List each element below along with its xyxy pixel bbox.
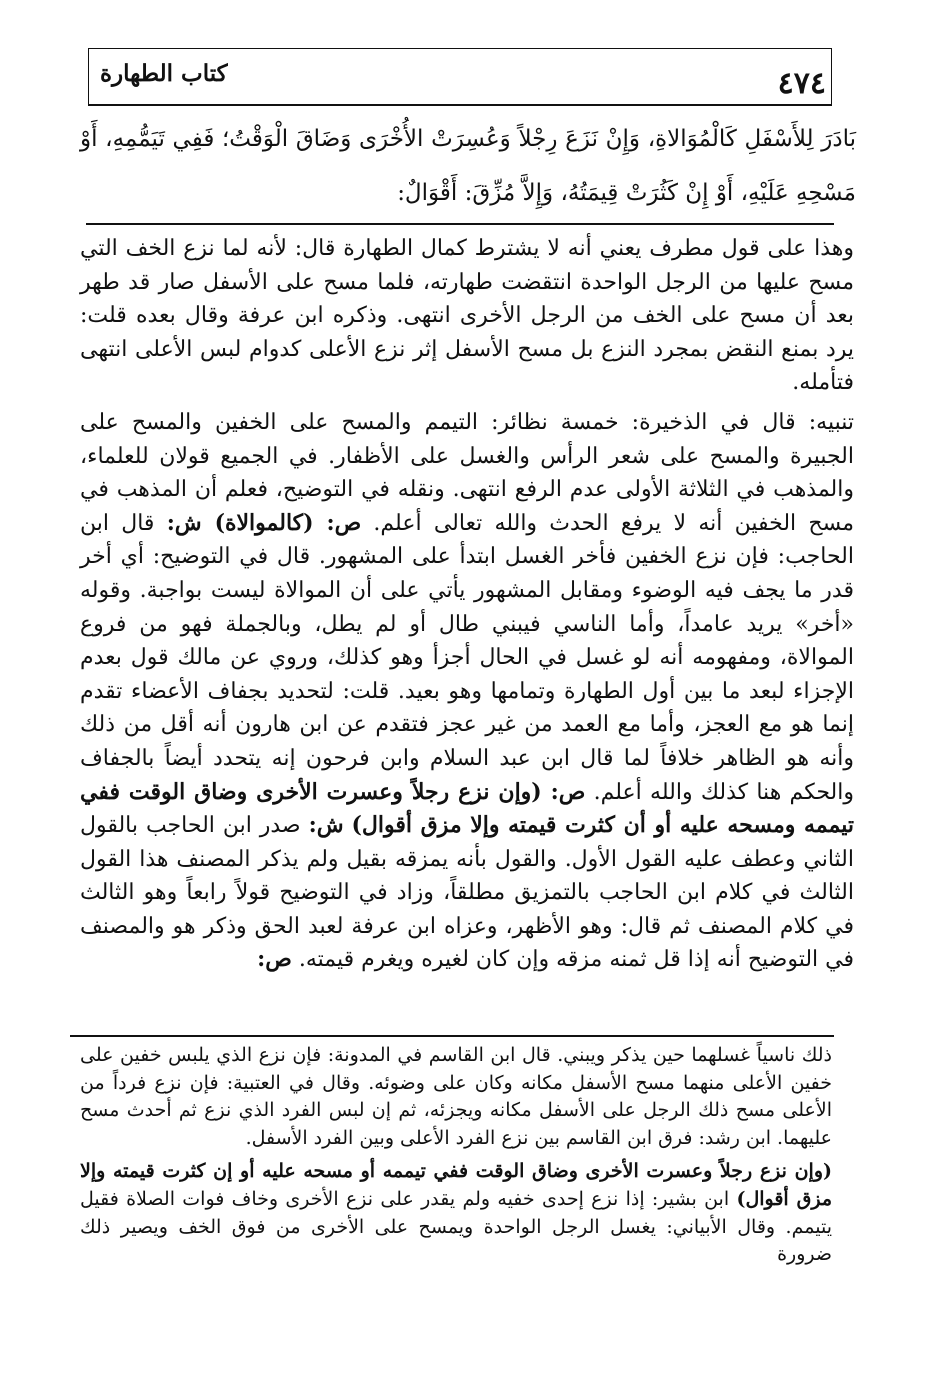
footnote-divider [70,1035,834,1037]
book-title: كتاب الطهارة [100,60,228,87]
footnote-text: ابن بشير: إذا نزع إحدى خفيه ولم يقدر على نزع الأخرى وخاف فوات الصلاة فقيل يتيمم. وقال الأبياني: يغسل الرجل الواحدة ويمسح على الأخرى من فوق الخف ويصير ذلك ضرورة [80,1187,832,1266]
quote-marker: ص: (كالموالاة) ش: [166,509,362,536]
page-number: ٤٧٤ [777,66,826,101]
commentary-paragraph-2 [80,406,854,977]
commentary-text: تنبيه: قال في الذخيرة: خمسة نظائر: التيمم والمسح على الخفين والمسح على الجبيرة والمسح على شعر الرأس والغسل على الأظفار. في الجميع قولان للعلماء، والمذهب في الثلاثة الأولى عدم الرفع انتهى. ونقله في التوضيح، فعلم أن المذهب في مسح الخفين أنه لا يرفع الحدث والله تعالى أعلم. [80,409,854,536]
footnote-quoted-matn: (وإن نزع رجلاً وعسرت الأخرى وضاق الوقت ففي تيممه أو مسحه عليه أو إن كثرت قيمته وإلا مزق أقوال) [80,1160,832,1210]
quoted-matn: ص: (وإن نزع رجلاً وعسرت الأخرى وضاق الوقت ففي تيممه ومسحه عليه أو أن كثرت قيمته وإلا مزق أقوال) [80,778,854,839]
commentary-paragraph-1: وهذا على قول مطرف يعني أنه لا يشترط كمال الطهارة قال: لأنه لما نزع الخف التي مسح عليها من الرجل الواحدة انتقضت طهارته، فلما مسح على الأسفل صار قد طهر بعد أن مسح على الخف من الرجل الأخرى انتهى. وذكره ابن عرفة وقال بعده قلت: يرد بمنع النقض بمجرد النزع بل مسح الأسفل إثر نزع الأعلى كدوام لبس الأعلى انتهى فتأمله. [80,236,854,396]
commentary-text: صدر ابن الحاجب بالقول الثاني وعطف عليه القول الأول. والقول بأنه يمزقه بقيل ولم يذكر المصنف هذا القول الثالث في كلام ابن الحاجب بالتمزيق مطلقاً، وزاد في التوضيح قولاً رابعاً وهو الثالث في كلام المصنف ثم قال: وهو الأظهر، وعزاه ابن عرفة لعبد الحق وذكر هو والمصنف في التوضيح أنه إذا قل ثمنه مزقه وإن كان لغيره ويغرم قيمته. [80,813,854,973]
footnote-paragraph-2 [80,1158,832,1268]
footnote-paragraph-1: ذلك ناسياً غسلهما حين يذكر ويبني. قال ابن القاسم في المدونة: فإن نزع الذي يلبس خفين على خفين الأعلى منهما مسح الأسفل مكانه وكان على وضوئه. وقال في العتبية: فإن نزع فرداً من الأعلى مسح ذلك الرجل على الأسفل مكانه ويجزئه، ثم إن لبس الفرد الذي نزع ثم أحدث مسح عليهما. ابن رشد: فرق ابن القاسم بين نزع الفرد الأعلى وبين الفرد الأسفل. [80,1044,832,1149]
commentary-text: قال ابن الحاجب: فإن نزع الخفين فأخر الغسل ابتدأ على المشهور. قال في التوضيح: أي أخر قدر ما يجف فيه الوضوء ومقابل المشهور يأتي على أن الموالاة ليست بواجبة. وقوله «أخر» يريد عامداً، وأما الناسي فيبني طال أو لم يطل، وبالجملة فهو من فروع الموالاة، ومفهومه أنه لو غسل في الحال أجزأ وهو كذلك، وروي عن مالك قول بعدم الإجزاء لبعد ما بين أول الطهارة وتمامها وهو بعيد. قلت: لتحديد بجفاف الأعضاء تقدم إنما هو مع العجز، وأما مع العمد من غير عجز فتقدم عن ابن هارون أنه أقل من ذلك وأنه هو الظاهر خلافاً لما قال ابن عبد السلام وابن فرحون إنه يتحدد أيضاً بالجفاف والحكم هنا كذلك والله أعلم. [80,510,854,805]
quote-marker: ص: [257,946,292,973]
footnotes [80,1042,832,1275]
matn-text: بَادَرَ لِلأَسْفَلِ كَالْمُوَالاةِ، وَإِنْ نَزَعَ رِجْلاً وَعُسِرَتْ الأُخْرَى وَضَاقَ الْوَقْتُ؛ فَفِي تَيَمُّمِهِ، أَوْ مَسْحِهِ عَلَيْهِ، أَوْ إِنْ كَثُرَتْ قِيمَتُهُ، وَإِلاَّ مُزِّقَ: أَقْوَالٌ: [80,126,856,206]
header-rule [88,104,832,106]
sharh-marker: ش: [308,812,344,839]
commentary [80,232,854,983]
matn-divider [86,223,834,225]
